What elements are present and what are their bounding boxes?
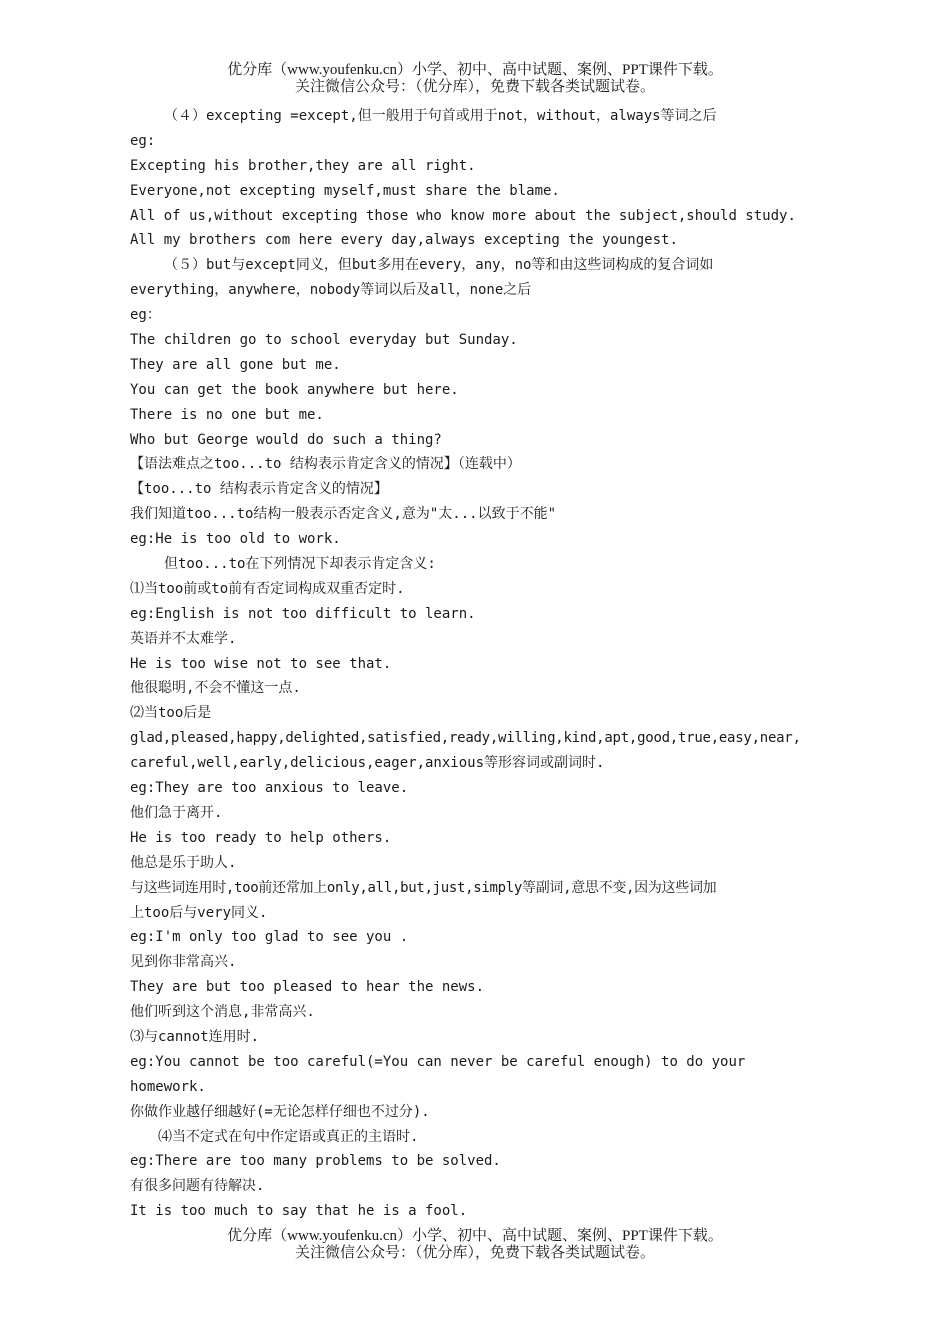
text-line: （５）but与except同义，但but多用在every，any，no等和由这些词构成的复合词如	[164, 257, 714, 274]
text-line: eg:You cannot be too careful(=You can never be careful enough) to do your	[130, 1053, 746, 1070]
text-line: 有很多问题有待解决.	[130, 1178, 265, 1195]
section-heading: 【语法难点之too...to 结构表示肯定含义的情况】（连载中）	[130, 456, 521, 473]
document-body	[130, 104, 820, 1224]
text-line: glad,pleased,happy,delighted,satisfied,ready,willing,kind,apt,good,true,easy,near,	[130, 730, 801, 747]
text-line: Everyone,not excepting myself,must share the blame.	[130, 182, 560, 199]
section-subheading: 【too...to 结构表示肯定含义的情况】	[130, 481, 388, 498]
text-line: 与这些词连用时,too前还常加上only,all,but,just,simply等副词,意思不变,因为这些词加	[130, 879, 717, 896]
text-line: homework.	[130, 1078, 206, 1095]
text-line: ⑶与cannot连用时.	[130, 1028, 260, 1045]
header-line-2: 关注微信公众号：（优分库），免费下载各类试题试卷。	[294, 79, 655, 95]
text-line: 你做作业越仔细越好(=无论怎样仔细也不过分).	[130, 1103, 430, 1120]
text-line: eg:English is not too difficult to learn.	[130, 605, 476, 622]
text-line: 上too后与very同义.	[130, 904, 268, 921]
text-line: 我们知道too...to结构一般表示否定含义,意为"太...以致于不能"	[130, 506, 557, 523]
text-line: There is no one but me.	[130, 406, 324, 423]
text-line: ⑵当too后是	[130, 705, 212, 722]
text-line: You can get the book anywhere but here.	[130, 381, 459, 398]
footer-line-1: 优分库（www.youfenku.cn）小学、初中、高中试题、案例、PPT课件下载。	[227, 1228, 723, 1244]
page-header	[0, 62, 950, 96]
text-line: eg：	[130, 307, 161, 324]
text-line: eg:They are too anxious to leave.	[130, 780, 409, 797]
text-line: It is too much to say that he is a fool.	[130, 1203, 468, 1220]
text-line: eg:There are too many problems to be solved.	[130, 1153, 501, 1170]
text-line: Excepting his brother,they are all right.	[130, 157, 476, 174]
text-line: eg:I'm only too glad to see you .	[130, 929, 409, 946]
text-line: ⑷当不定式在句中作定语或真正的主语时.	[158, 1128, 419, 1145]
text-line: 但too...to在下列情况下却表示肯定含义:	[164, 556, 436, 573]
text-line: Who but George would do such a thing?	[130, 431, 442, 448]
page-footer	[0, 1228, 950, 1262]
text-line: 见到你非常高兴.	[130, 954, 237, 971]
text-line: All my brothers com here every day,always excepting the youngest.	[130, 232, 678, 249]
text-line: 他很聪明,不会不懂这一点.	[130, 680, 301, 697]
text-line: 英语并不太难学.	[130, 630, 237, 647]
text-line: everything，anywhere，nobody等词以后及all，none之后	[130, 282, 532, 299]
header-line-1: 优分库（www.youfenku.cn）小学、初中、高中试题、案例、PPT课件下载。	[227, 62, 723, 78]
text-line: He is too ready to help others.	[130, 829, 392, 846]
text-line: eg:	[130, 132, 156, 149]
text-line: careful,well,early,delicious,eager,anxious等形容词或副词时.	[130, 755, 605, 772]
text-line: 他们急于离开.	[130, 804, 223, 821]
text-line: eg:He is too old to work.	[130, 531, 341, 548]
text-line: They are all gone but me.	[130, 356, 341, 373]
text-line: （４）excepting =except,但一般用于句首或用于not，without，always等词之后	[164, 108, 717, 124]
text-line: ⑴当too前或to前有否定词构成双重否定时.	[130, 580, 405, 597]
text-line: The children go to school everyday but Sunday.	[130, 332, 518, 349]
text-line: They are but too pleased to hear the news.	[130, 979, 485, 996]
footer-line-2: 关注微信公众号：（优分库），免费下载各类试题试卷。	[294, 1245, 655, 1261]
text-line: 他总是乐于助人.	[130, 854, 237, 871]
text-line: 他们听到这个消息,非常高兴.	[130, 1004, 315, 1021]
text-line: He is too wise not to see that.	[130, 655, 392, 672]
text-line: All of us,without excepting those who know more about the subject,should study.	[130, 207, 796, 224]
